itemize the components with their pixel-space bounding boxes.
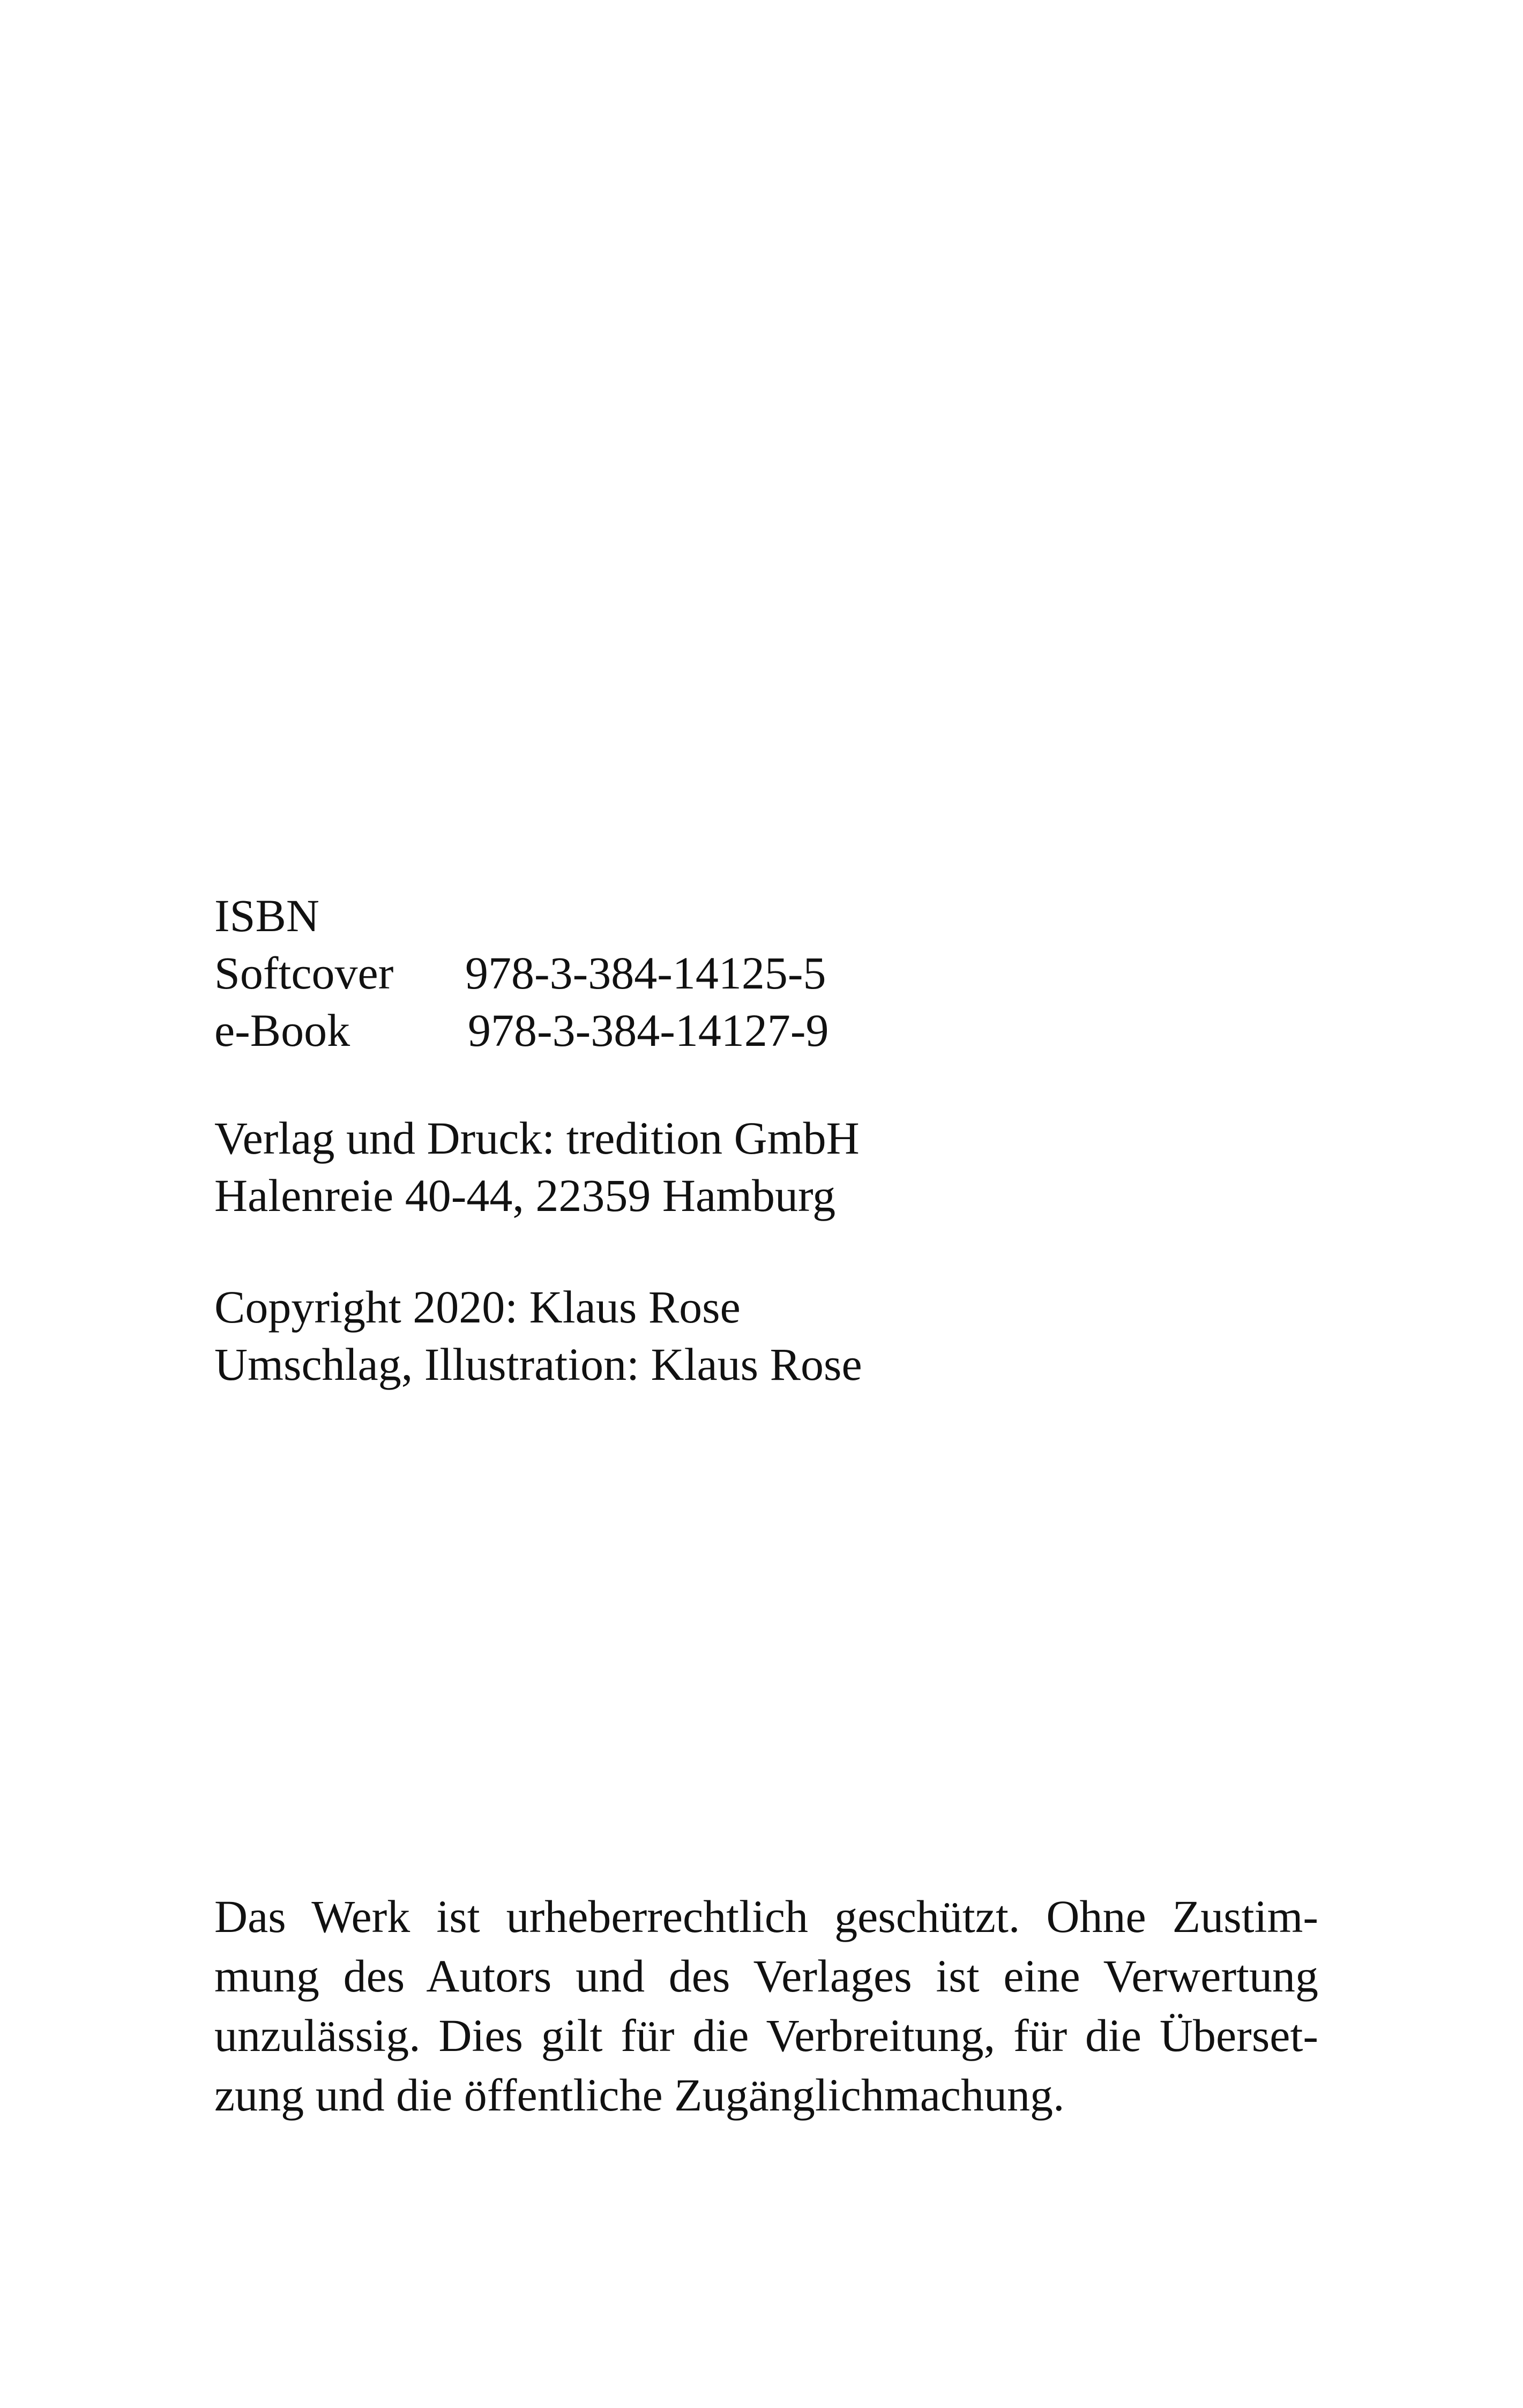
isbn-ebook-label: e-Book — [214, 1005, 350, 1056]
isbn-block — [214, 887, 829, 1059]
legal-notice-line: zung und die öffentliche Zugänglichmachung. — [214, 2069, 1065, 2121]
isbn-ebook-value: 978-3-384-14127-9 — [468, 1005, 829, 1056]
cover-illustration-credit: Umschlag, Illustration: Klaus Rose — [214, 1339, 862, 1390]
isbn-softcover-row — [214, 945, 829, 1002]
legal-notice-line: Das Werk ist urheberrechtlich geschützt. Ohne Zustim- — [214, 1891, 1318, 1942]
legal-notice-line: unzulässig. Dies gilt für die Verbreitung, für die Überset- — [214, 2010, 1318, 2061]
legal-notice — [214, 1887, 1318, 2125]
copyright-line: Copyright 2020: Klaus Rose — [214, 1281, 741, 1333]
isbn-softcover-value: 978-3-384-14125-5 — [465, 947, 826, 999]
legal-notice-line: mung des Autors und des Verlages ist eine Verwertung — [214, 1950, 1318, 2002]
publisher-name: Verlag und Druck: tredition GmbH — [214, 1112, 860, 1164]
isbn-softcover-label: Softcover — [214, 947, 394, 999]
publisher-block — [214, 1110, 860, 1224]
publisher-address: Halenreie 40-44, 22359 Hamburg — [214, 1170, 836, 1221]
isbn-ebook-row — [214, 1002, 829, 1059]
copyright-block — [214, 1279, 862, 1393]
isbn-heading: ISBN — [214, 890, 319, 941]
